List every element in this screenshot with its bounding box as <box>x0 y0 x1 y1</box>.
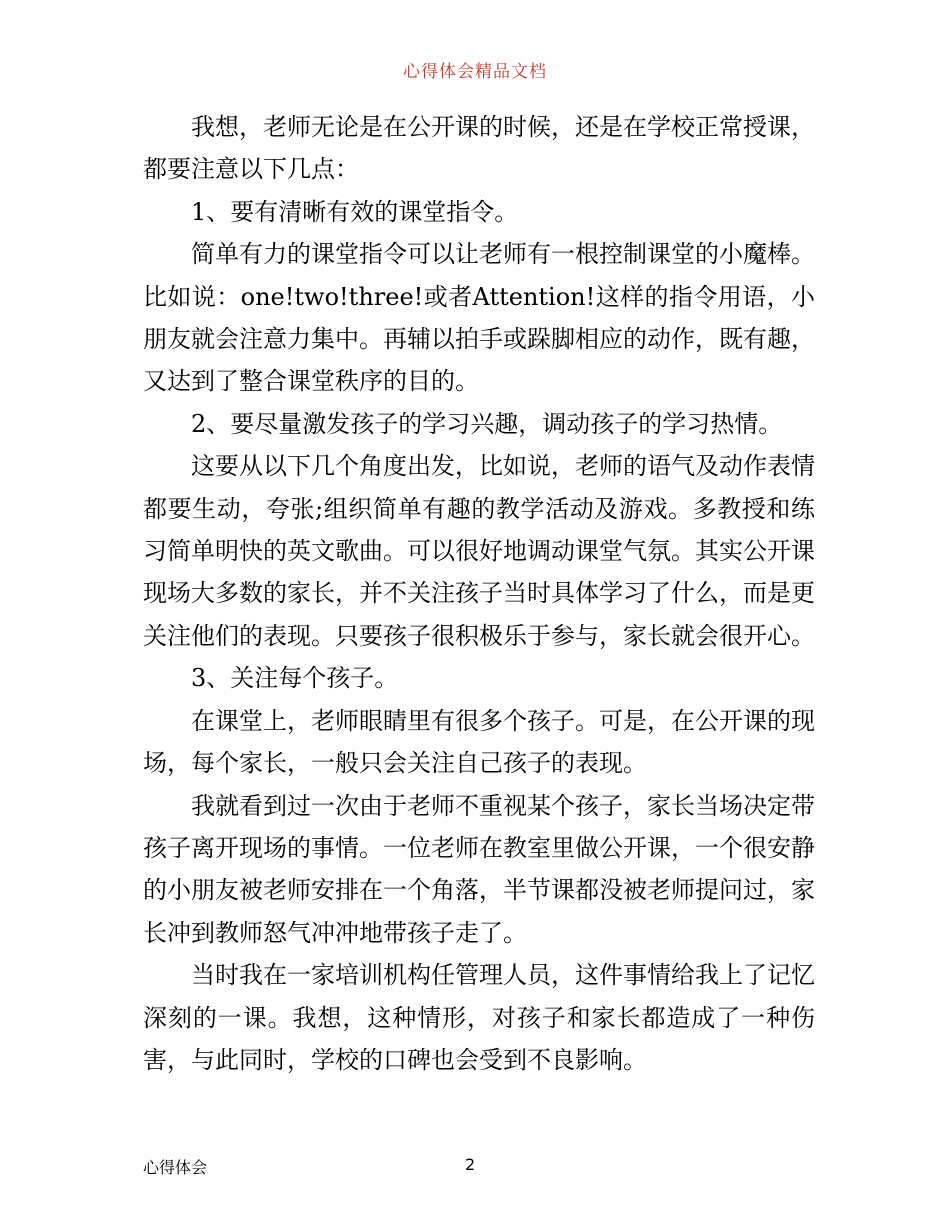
paragraph: 我就看到过一次由于老师不重视某个孩子，家长当场决定带孩子离开现场的事情。一位老师在教室里做公开课，一个很安静的小朋友被老师安排在一个角落，半节课都没被老师提问过，家长冲到教师怒气冲冲地带孩子走了。 <box>143 791 815 947</box>
document-body <box>143 106 815 1081</box>
paragraph: 这要从以下几个角度出发，比如说，老师的语气及动作表情都要生动，夸张;组织简单有趣的教学活动及游戏。多教授和练习简单明快的英文歌曲。可以很好地调动课堂气氛。其实公开课现场大多数的家长，并不关注孩子当时具体学习了什么，而是更关注他们的表现。只要孩子很积极乐于参与，家长就会很开心。 <box>143 452 815 650</box>
paragraph: 1、要有清晰有效的课堂指令。 <box>191 197 519 226</box>
paragraph: 3、关注每个孩子。 <box>191 664 399 693</box>
paragraph: 2、要尽量激发孩子的学习兴趣，调动孩子的学习热情。 <box>191 409 783 438</box>
paragraph: 在课堂上，老师眼睛里有很多个孩子。可是，在公开课的现场，每个家长，一般只会关注自己孩子的表现。 <box>143 706 815 778</box>
footer-label: 心得体会 <box>143 1158 208 1177</box>
paragraph: 当时我在一家培训机构任管理人员，这件事情给我上了记忆深刻的一课。我想，这种情形，对孩子和家长都造成了一种伤害，与此同时，学校的口碑也会受到不良影响。 <box>143 961 815 1074</box>
page-header-title: 心得体会精品文档 <box>403 62 547 82</box>
page-footer <box>143 1155 815 1179</box>
paragraph: 我想，老师无论是在公开课的时候，还是在学校正常授课，都要注意以下几点： <box>143 113 815 184</box>
page-number: 2 <box>465 1155 476 1174</box>
paragraph: 简单有力的课堂指令可以让老师有一根控制课堂的小魔棒。比如说：one!two!three!或者Attention!这样的指令用语，小朋友就会注意力集中。再辅以拍手或跺脚相应的动作，既有趣，又达到了整合课堂秩序的目的。 <box>143 240 815 396</box>
